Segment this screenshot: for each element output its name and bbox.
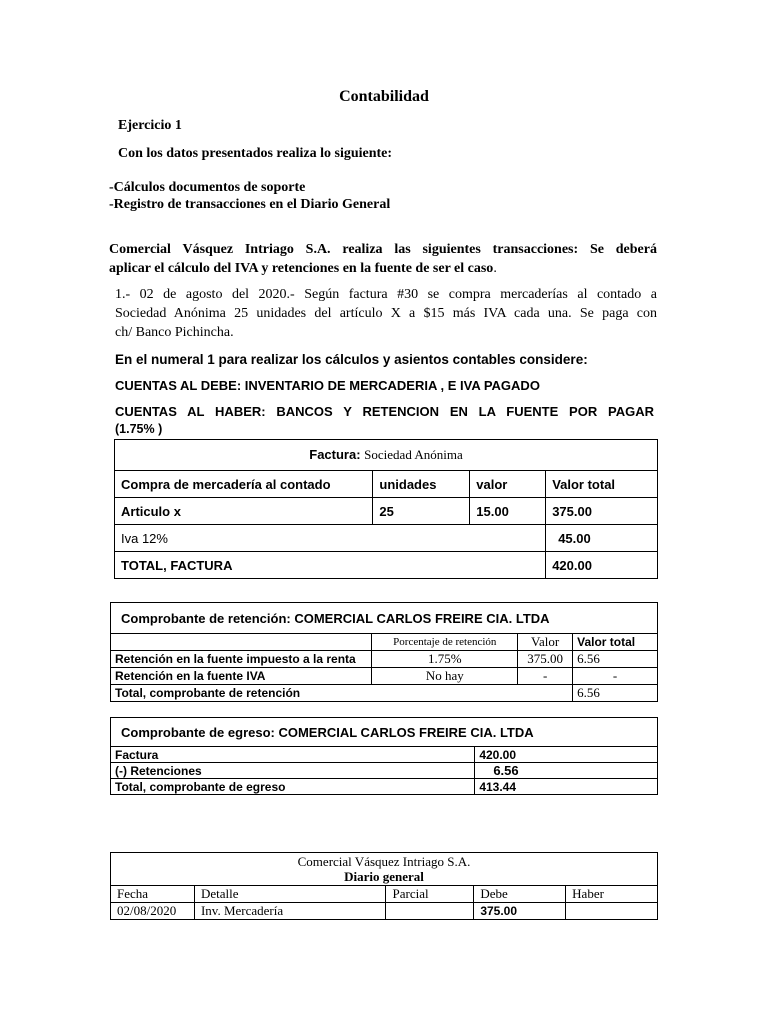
column-header: valor [470,471,546,498]
entry-detail: Inv. Mercadería [194,903,386,920]
row-value: 6.56 [475,763,658,779]
row-label: (-) Retenciones [111,763,475,779]
blank-cell [111,634,372,651]
column-header: Valor total [546,471,658,498]
table-row [115,525,658,552]
transaction-line: Sociedad Anónima 25 unidades del artículo X a $15 más IVA cada una. Se paga con [115,306,657,321]
page-title: Contabilidad [339,88,429,105]
item-value: 15.00 [470,498,546,525]
diario-table [110,852,658,920]
total-label: TOTAL, FACTURA [115,552,546,579]
row-total: 6.56 [573,651,658,668]
row-label: Retención en la fuente impuesto a la renta [111,651,372,668]
row-label: Factura [111,747,475,763]
table-row [111,903,658,920]
egreso-table [110,717,658,795]
column-header: Fecha [111,886,195,903]
row-value: - [518,668,573,685]
table-row [111,779,658,795]
column-header: Parcial [386,886,474,903]
intro-line: aplicar el cálculo del IVA y retenciones en la fuente de ser el caso. [109,261,497,276]
column-header: unidades [373,471,470,498]
entry-haber [566,903,658,920]
exercise-heading: Ejercicio 1 [118,118,182,133]
iva-label: Iva 12% [115,525,546,552]
factura-table [114,439,658,579]
item-name: Articulo x [115,498,373,525]
egreso-title: Comprobante de egreso: COMERCIAL CARLOS FREIRE CIA. LTDA [111,718,658,747]
column-header: Porcentaje de retención [372,634,518,651]
column-header: Valor [518,634,573,651]
retencion-title: Comprobante de retención: COMERCIAL CARLOS FREIRE CIA. LTDA [111,603,658,634]
row-label: Retención en la fuente IVA [111,668,372,685]
diario-title: Diario general [344,869,424,884]
retencion-table [110,602,658,702]
total-value: 420.00 [546,552,658,579]
table-row [111,685,658,702]
row-value: 420.00 [475,747,658,763]
table-row [111,747,658,763]
diario-header [111,853,658,886]
column-header: Valor total [573,634,658,651]
factura-columns [115,471,658,498]
entry-parcial [386,903,474,920]
iva-value: 45.00 [546,525,658,552]
transaction-line: ch/ Banco Pichincha. [115,325,234,340]
row-value: 413.44 [475,779,658,795]
transaction-line: 1.- 02 de agosto del 2020.- Según factura #30 se compra mercaderías al contado a [115,287,657,302]
row-pct: No hay [372,668,518,685]
table-row [115,498,658,525]
column-header: Debe [474,886,566,903]
entry-date: 02/08/2020 [111,903,195,920]
row-pct: 1.75% [372,651,518,668]
item-total: 375.00 [546,498,658,525]
intro-line-text: aplicar el cálculo del IVA y retenciones en la fuente de ser el caso [109,261,494,276]
column-header: Haber [566,886,658,903]
table-row [111,763,658,779]
item-units: 25 [373,498,470,525]
row-value: 375.00 [518,651,573,668]
column-header: Compra de mercadería al contado [115,471,373,498]
factura-header [115,440,658,471]
total-value: 6.56 [573,685,658,702]
diario-columns [111,886,658,903]
table-row [111,651,658,668]
haber-accounts-pct: (1.75% ) [115,422,163,436]
intro-line: Comercial Vásquez Intriago S.A. realiza las siguientes transacciones: Se deberá [109,242,657,257]
task-item: -Registro de transacciones en el Diario General [109,197,391,212]
row-label: Total, comprobante de egreso [111,779,475,795]
diario-company: Comercial Vásquez Intriago S.A. [297,854,471,869]
row-total: - [573,668,658,685]
table-row [115,552,658,579]
total-label: Total, comprobante de retención [111,685,573,702]
entry-debe: 375.00 [474,903,566,920]
debe-accounts: CUENTAS AL DEBE: INVENTARIO DE MERCADERIA , E IVA PAGADO [115,378,540,393]
consider-text: En el numeral 1 para realizar los cálculos y asientos contables considere: [115,352,588,367]
task-item: -Cálculos documentos de soporte [109,180,306,195]
factura-label: Factura: [309,447,361,462]
instruction-text: Con los datos presentados realiza lo siguiente: [118,146,393,161]
factura-supplier: Sociedad Anónima [364,447,463,462]
haber-accounts: CUENTAS AL HABER: BANCOS Y RETENCION EN LA FUENTE POR PAGAR [115,404,654,419]
table-row [111,668,658,685]
column-header: Detalle [194,886,386,903]
